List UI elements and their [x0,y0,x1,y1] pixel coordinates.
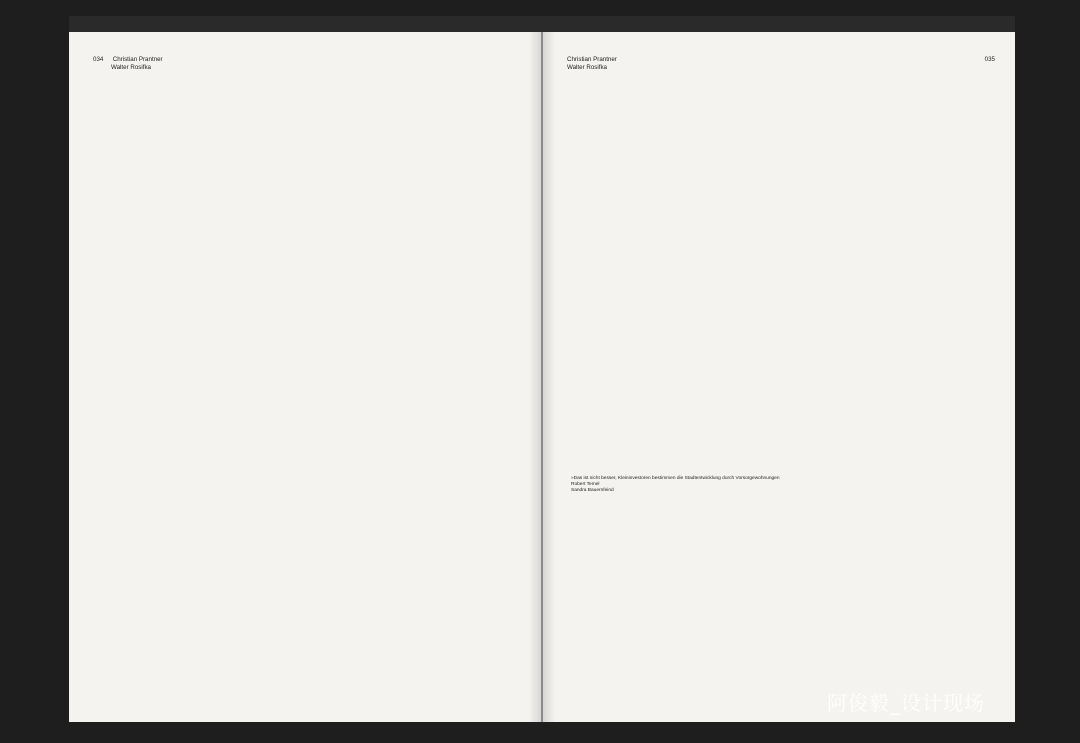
running-head-right [567,56,617,72]
page-shadow [543,32,555,722]
author-2: Walter Rosifka [567,64,607,71]
running-head-left [93,56,163,72]
page-number: 035 [984,56,995,63]
author-1: Christian Prantner [112,56,163,63]
quote-text: »Das ist nicht besser, Kleininvestoren bestimmen die Stadtentwicklung durch Vorsorgewohnungen [571,476,780,481]
author-1: Christian Prantner [567,56,617,63]
author-2: Walter Rosifka [111,64,151,71]
pull-quote [571,476,921,495]
left-page [69,32,541,722]
page-number-right [985,56,995,64]
quote-author-2: Sandra Bauernfeind [571,488,614,494]
page-number: 034 [93,56,104,63]
open-book [69,16,1015,722]
quote-author-1: Robert Temel [571,482,600,488]
watermark: 阿俊毅_设计现场 [827,691,985,715]
right-page [543,32,1015,722]
page-shadow [529,32,541,722]
